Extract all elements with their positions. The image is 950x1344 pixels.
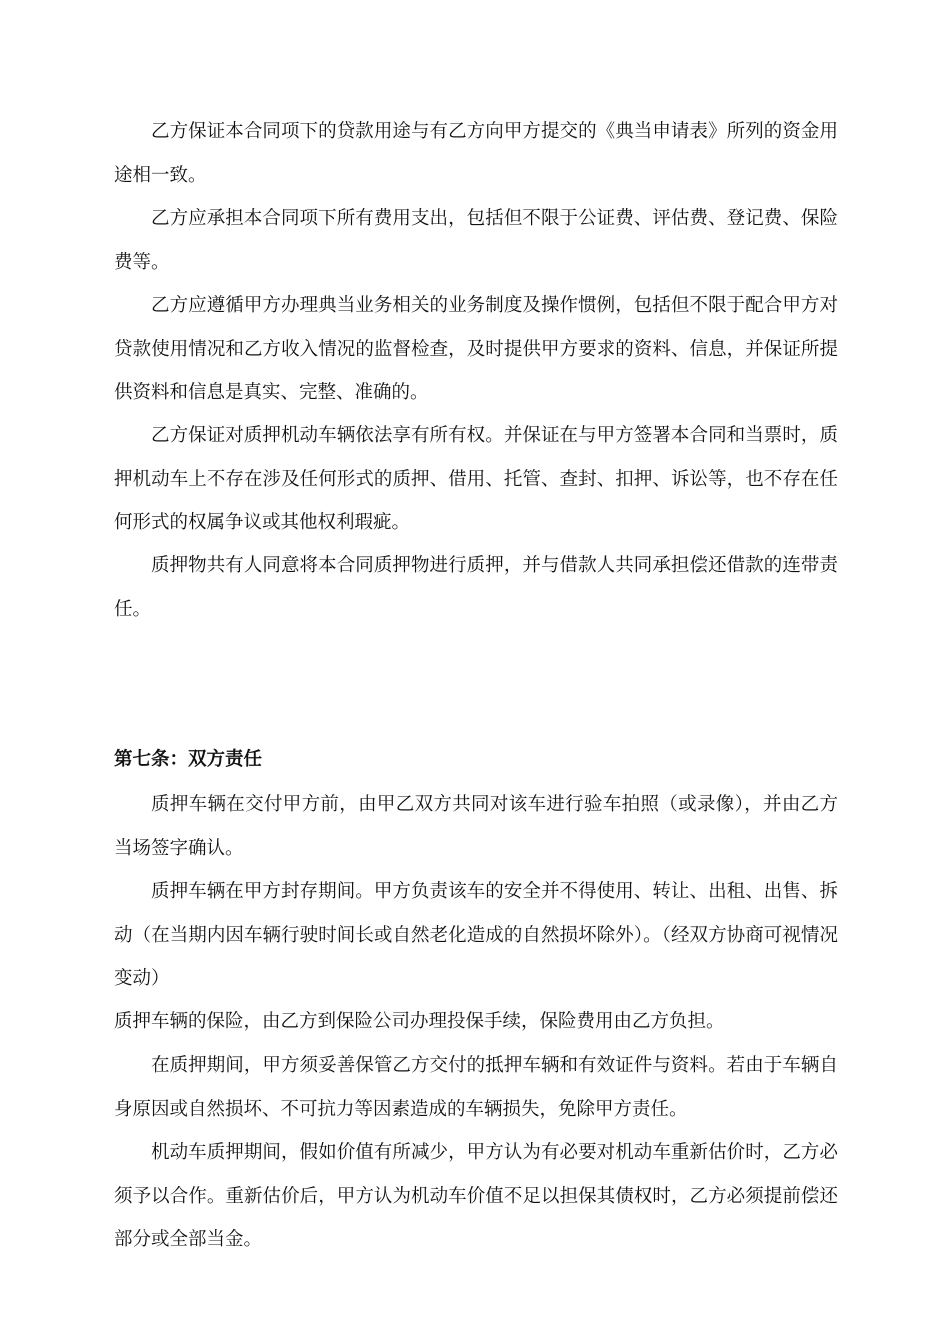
clause-revaluation: 机动车质押期间，假如价值有所减少，甲方认为有必要对机动车重新估价时，乙方必须予以合作。重新估价后，甲方认为机动车价值不足以担保其债权时，乙方必须提前偿还部分或全部当金。: [114, 1142, 838, 1250]
clause-fees: 乙方应承担本合同项下所有费用支出，包括但不限于公证费、评估费、登记费、保险费等。: [114, 208, 838, 273]
clause-inspection: 质押车辆在交付甲方前，由甲乙双方共同对该车进行验车拍照（或录像），并由乙方当场签字确认。: [114, 794, 838, 859]
clause-storage: 质押车辆在甲方封存期间。甲方负责该车的安全并不得使用、转让、出租、出售、拆动（在当期内因车辆行驶时间长或自然老化造成的自然损坏除外）。（经双方协商可视情况变动）: [114, 881, 838, 989]
clause-insurance: 质押车辆的保险，由乙方到保险公司办理投保手续，保险费用由乙方负担。: [114, 1011, 725, 1032]
section-heading: 第七条：双方责任: [114, 749, 263, 770]
clause-custody: 在质押期间，甲方须妥善保管乙方交付的抵押车辆和有效证件与资料。若由于车辆自身原因或自然损坏、不可抗力等因素造成的车辆损失，免除甲方责任。: [114, 1055, 838, 1120]
clause-ownership: 乙方保证对质押机动车辆依法享有所有权。并保证在与甲方签署本合同和当票时，质押机动车上不存在涉及任何形式的质押、借用、托管、查封、扣押、诉讼等，也不存在任何形式的权属争议或其他权利瑕疵。: [114, 425, 838, 533]
clause-business-rules: 乙方应遵循甲方办理典当业务相关的业务制度及操作惯例，包括但不限于配合甲方对贷款使用情况和乙方收入情况的监督检查，及时提供甲方要求的资料、信息，并保证所提供资料和信息是真实、完整、准确的。: [114, 295, 838, 403]
clause-co-owner: 质押物共有人同意将本合同质押物进行质押，并与借款人共同承担偿还借款的连带责任。: [114, 555, 838, 620]
clause-loan-purpose: 乙方保证本合同项下的贷款用途与有乙方向甲方提交的《典当申请表》所列的资金用途相一致。: [114, 121, 838, 186]
